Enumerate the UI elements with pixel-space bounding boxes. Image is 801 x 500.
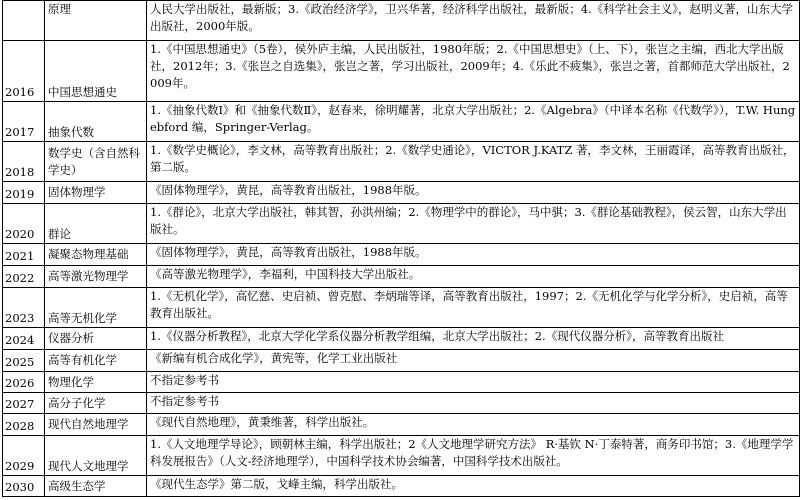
- table-row: [3, 328, 800, 350]
- course-name: 仪器分析: [45, 328, 147, 350]
- reference-books: 《固体物理学》，黄昆，高等教育出版社，1988年版。: [147, 182, 800, 204]
- table-row: [3, 102, 800, 142]
- reference-books: 人民大学出版社，最新版；3.《政治经济学》，卫兴华著，经济科学出版社，最新版；4.《科学社会主义》，赵明义著，山东大学出版社，2000年版。: [147, 1, 800, 41]
- course-name: 抽象代数: [45, 102, 147, 142]
- course-name: 物理化学: [45, 372, 147, 393]
- reference-books: 1.《仪器分析教程》，北京大学化学系仪器分析教学组编，北京大学出版社；2.《现代仪器分析》，高等教育出版社: [147, 328, 800, 350]
- reference-books: 《现代生态学》第二版，戈峰主编，科学出版社。: [147, 476, 800, 497]
- course-code: 2027: [3, 393, 45, 414]
- table-row: [3, 266, 800, 288]
- table-row: [3, 142, 800, 182]
- table-row: [3, 204, 800, 244]
- reference-books: 《新编有机合成化学》，黄宪等，化学工业出版社: [147, 350, 800, 372]
- course-name: 固体物理学: [45, 182, 147, 204]
- reference-books: 不指定参考书: [147, 393, 800, 414]
- table-row: [3, 244, 800, 266]
- course-code: 2024: [3, 328, 45, 350]
- table-row: [3, 414, 800, 436]
- course-code: 2021: [3, 244, 45, 266]
- course-code: 2018: [3, 142, 45, 182]
- reference-books: 1.《中国思想通史》（5卷），侯外庐主编，人民出版社，1980年版；2.《中国思想史》（上、下），张岂之主编，西北大学出版社，2012年；3.《张岂之自选集》，张岂之著，学习出版社，2009年；4.《乐此不疲集》，张岂之著，首都师范大学出版社，2009年。: [147, 41, 800, 102]
- table-row: [3, 393, 800, 414]
- course-code: 2020: [3, 204, 45, 244]
- reference-books: 1.《人文地理学导论》，顾朝林主编，科学出版社；2《人文地理学研究方法》 R·基钦 N·丁泰特著，商务印书馆；3.《地理学学科发展报告》（人文-经济地理学），中国科学技术协会编著，中国科学技术出版社。: [147, 436, 800, 476]
- course-name: 原理: [45, 1, 147, 41]
- table-row: [3, 288, 800, 328]
- course-name: 高级生态学: [45, 476, 147, 497]
- course-code: 2025: [3, 350, 45, 372]
- table-row: [3, 436, 800, 476]
- course-code: 2019: [3, 182, 45, 204]
- course-code: 2017: [3, 102, 45, 142]
- reference-books: 《固体物理学》，黄昆，高等教育出版社，1988年版。: [147, 244, 800, 266]
- course-name: 现代人文地理学: [45, 436, 147, 476]
- course-code: 2028: [3, 414, 45, 436]
- course-code: 2030: [3, 476, 45, 497]
- table-row: [3, 350, 800, 372]
- table-row: [3, 1, 800, 41]
- course-name: 高分子化学: [45, 393, 147, 414]
- course-name: 数学史（含自然科学史）: [45, 142, 147, 182]
- course-name: 高等激光物理学: [45, 266, 147, 288]
- course-name: 现代自然地理学: [45, 414, 147, 436]
- table-row: [3, 182, 800, 204]
- course-name: 高等有机化学: [45, 350, 147, 372]
- course-code: 2016: [3, 41, 45, 102]
- course-name: 中国思想通史: [45, 41, 147, 102]
- reference-books: 不指定参考书: [147, 372, 800, 393]
- course-code: 2026: [3, 372, 45, 393]
- reference-books: 1.《抽象代数Ⅰ》和《抽象代数Ⅱ》，赵春来，徐明耀著，北京大学出版社；2.《Algebra》（中译本名称《代数学》），T.W. Hungebford 编，Springer-Verlag。: [147, 102, 800, 142]
- reference-books-table: [2, 0, 800, 497]
- course-name: 高等无机化学: [45, 288, 147, 328]
- course-code: 2022: [3, 266, 45, 288]
- reference-books: 1.《群论》，北京大学出版社，韩其智，孙洪州编；2.《物理学中的群论》，马中骐；3.《群论基础教程》，侯云智，山东大学出版社。: [147, 204, 800, 244]
- reference-books: 1.《无机化学》，高忆慈、史启祯、曾克慰、李炳瑞等译，高等教育出版社，1997；2.《无机化学与化学分析》，史启祯，高等教育出版社。: [147, 288, 800, 328]
- reference-books: 《现代自然地理》，黄秉维著，科学出版社。: [147, 414, 800, 436]
- table-row: [3, 476, 800, 497]
- table-row: [3, 372, 800, 393]
- course-code: 2029: [3, 436, 45, 476]
- reference-books: 1.《数学史概论》，李文林，高等教育出版社；2.《数学史通论》，VICTOR J.KATZ 著，李文林，王丽霞译，高等教育出版社，第二版。: [147, 142, 800, 182]
- course-code: 2023: [3, 288, 45, 328]
- course-name: 凝聚态物理基础: [45, 244, 147, 266]
- reference-books: 《高等激光物理学》，李福利，中国科技大学出版社。: [147, 266, 800, 288]
- course-name: 群论: [45, 204, 147, 244]
- course-code: [3, 1, 45, 41]
- table-row: [3, 41, 800, 102]
